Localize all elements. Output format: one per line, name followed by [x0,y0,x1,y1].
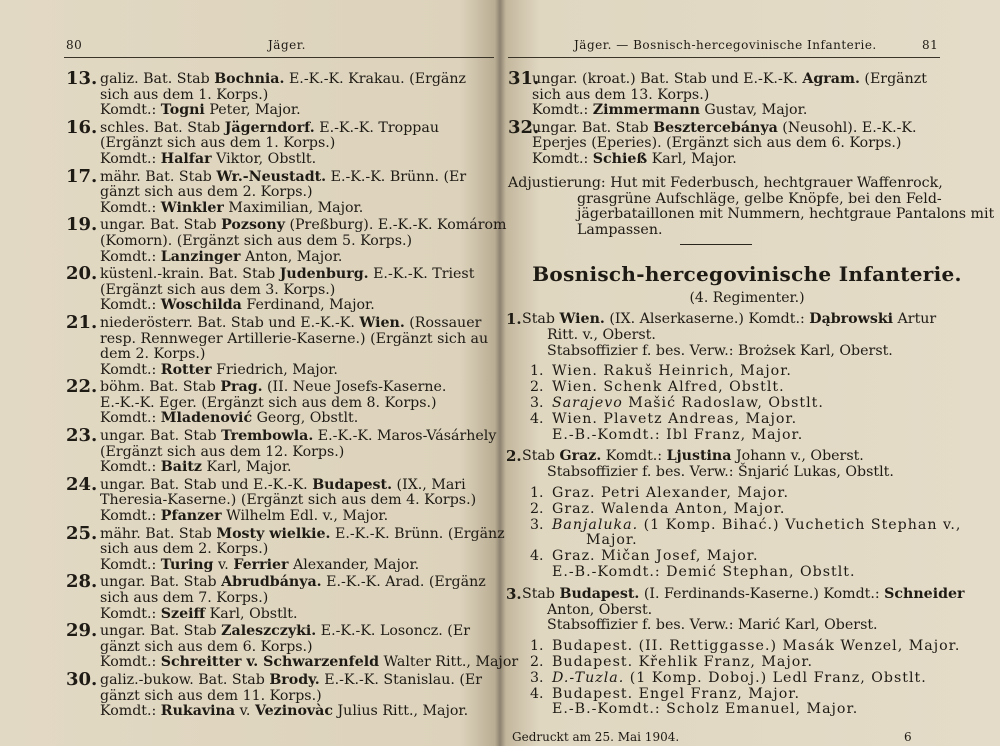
commander-text: v. [235,703,255,720]
battalion-number: 1. [530,363,544,380]
battalion-line [522,639,1000,655]
battalion-entry [0,311,498,378]
battalion-garrison: D.-Tuzla. [552,669,625,686]
entry-text: ungar. Bat. Stab [100,217,222,234]
entry-number: 21. [66,311,98,333]
commander-label: Komdt.: [100,508,161,525]
entry-line [100,316,498,332]
entry-line: sich aus dem 1. Korps.) [100,86,269,103]
battalion-text [542,517,961,533]
battalion-text: Major. [586,532,638,549]
entry-number: 23. [66,425,98,447]
entry-text: (II. Neue Josefs-Kaserne. [262,379,447,396]
regiment-garrison: Wien. [559,311,605,327]
battalion-entry [0,68,498,119]
battalion-text [542,501,785,517]
commander-label: Komdt.: [100,605,161,622]
commander-name: Halfar [160,150,212,167]
right-head-rule [508,57,940,58]
battalion-number: 4. [530,548,544,565]
entry-text: galiz.-bukow. Bat. Stab [100,671,270,688]
commander-name: Rotter [160,361,212,378]
left-page-number: 80 [66,38,83,52]
adjustierung-line: jägerbataillonen mit Nummern, hechtgraue Pantalons mit [577,206,995,223]
battalion-number: 1. [530,638,544,655]
right-running-head [502,38,1000,58]
commander-line [100,460,498,476]
entry-line [100,217,507,234]
commander-line [100,201,498,217]
garrison-name: Pozsony [221,217,285,234]
entry-line [100,72,498,88]
garrison-name: Abrudbánya. [221,574,322,591]
commander-text: Georg, Obstlt. [252,410,359,427]
commander-label: Komdt.: [100,199,161,216]
battalion-number: 2. [530,653,544,670]
ersatz-text: E.-B.-Komdt.: Scholz Emanuel, Major. [552,701,859,718]
battalion-garrison: Sarajevo [552,394,623,411]
entry-text: böhm. Bat. Stab [100,379,221,396]
battalion-entry [0,571,498,622]
commander-name: Mladenović [160,410,253,427]
battalion-entry [0,522,505,574]
commander-name: Szeiff [160,605,206,622]
commander-label: Komdt.: [100,459,161,476]
entry-line [100,624,498,640]
staff-officer-line: Stabsoffizier f. bes. Verw.: Šnjarić Lukas, Obstlt. [547,464,894,481]
battalion-number: 1. [530,484,544,501]
entry-line: sich aus dem 2. Korps.) [100,541,269,558]
regiment-text: Stab [522,585,560,602]
commander-text: Ferdinand, Major. [241,297,375,314]
garrison-name: Bochnia. [214,71,285,87]
battalion-line [522,655,1000,671]
entry-line: gänzt sich aus dem 2. Korps.) [100,184,313,201]
battalion-detail: Budapest. (II. Rettiggasse.) Masák Wenzel, Major. [552,638,961,655]
right-page-number: 81 [922,38,939,52]
entry-line: dem 2. Korps.) [100,346,206,363]
right-entries [502,68,1000,170]
battalion-detail: Budapest. Engel Franz, Major. [552,685,800,702]
commander-line [532,103,1000,119]
entry-text: ungar. Bat. Stab [100,428,222,445]
entry-number: 24. [66,473,98,495]
page-footer [502,730,1000,746]
right-page [502,0,1000,746]
regiment-entry [502,449,1000,580]
battalion-text [542,638,960,654]
entry-line [100,380,498,396]
battalion-line [522,380,1000,396]
entry-line: gänzt sich aus dem 11. Korps.) [100,687,322,704]
battalion-text [542,395,824,411]
garrison-name: Brody. [269,671,320,688]
regiment-number: 1. [506,310,522,328]
commander-name: Rukavina [160,703,236,720]
garrison-name: Besztercebánya [653,119,778,136]
battalion-line [522,533,1000,549]
entry-text: niederösterr. Bat. Stab und E.-K.-K. [100,314,360,331]
commander-name: Schieß [592,150,648,167]
regiment-text: Stab [522,448,560,465]
entry-text: ungar. (kroat.) Bat. Stab und E.-K.-K. [532,71,803,87]
battalion-entry [0,473,498,525]
entry-number: 17. [66,165,98,187]
entry-text: (Neusohl). E.-K.-K. [777,119,917,136]
entry-line: gänzt sich aus dem 6. Korps.) [100,638,313,655]
entry-line [100,121,498,137]
commander-line [100,152,498,168]
commander-text: Wilhelm Edl. v., Major. [221,508,389,525]
right-head-title: Jäger. — Bosnisch-hercegovinische Infanterie. [574,38,877,52]
left-entries [0,68,519,722]
entry-text: (Ergänzt [859,71,927,87]
regiment-text: (I. Ferdinands-Kaserne.) Komdt.: [639,585,885,602]
adjustierung-line: Lampassen. [577,221,663,238]
commander-text: Julius Ritt., Major. [332,703,469,720]
commander-name: Schreitter v. Schwarzenfeld [160,654,380,671]
battalion-entry [0,620,519,671]
battalion-line [522,518,1000,534]
entry-number: 32. [508,116,540,138]
battalion-text [542,548,759,564]
battalion-line [522,502,1000,518]
commander-name: Baitz [160,459,202,476]
commander-text: Karl, Obstlt. [205,605,298,622]
battalion-text [542,670,927,686]
entry-line: Theresia-Kaserne.) (Ergänzt sich aus dem 4. Korps.) [100,492,477,509]
entry-text: ungar. Bat. Stab und E.-K.-K. [100,476,313,493]
commander-line [100,411,498,427]
garrison-name: Wien. [359,314,405,331]
section-title: Bosnisch-hercegovinische Infanterie. [532,262,962,286]
entry-line [100,673,498,689]
staff-officer-line: Stabsoffizier f. bes. Verw.: Marić Karl, Oberst. [547,617,878,634]
regiment-text: Artur [893,311,937,327]
adjustierung-paragraph [502,176,994,238]
commander-text: Viktor, Obstlt. [211,150,317,167]
commander-line [100,250,498,266]
regiment-commander: Dąbrowski [809,311,894,327]
entry-line: (Ergänzt sich aus dem 12. Korps.) [100,443,345,460]
commander-label: Komdt.: [100,410,161,427]
battalion-entry [0,376,498,427]
ersatz-commander-line [522,428,1000,444]
garrison-name: Jägerndorf. [224,119,315,136]
battalion-detail: Wien. Rakuš Heinrich, Major. [552,363,792,380]
entry-line [100,478,498,494]
battalion-entry [0,214,507,265]
commander-name: Vezinovàc [254,703,333,720]
battalion-line [522,396,1000,412]
commander-text: Alexander, Major. [288,556,420,573]
entry-text: galiz. Bat. Stab [100,71,215,87]
ersatz-text: E.-B.-Komdt.: Demić Stephan, Obstlt. [552,563,856,580]
regiment-number: 3. [506,584,522,603]
entry-number: 28. [66,571,98,593]
commander-label: Komdt.: [100,703,161,720]
entry-text: E.-K.-K. Triest [368,266,475,283]
entry-line: Eperjes (Eperies). (Ergänzt sich aus dem 6. Korps.) [532,135,902,152]
commander-name: Winkler [160,199,224,216]
signature-mark: 6 [904,730,912,744]
entry-text: E.-K.-K. Troppau [314,119,439,136]
entry-line: (Komorn). (Ergänzt sich aus dem 5. Korps.) [100,232,413,249]
garrison-name: Prag. [220,379,263,396]
regiment-text: Stab [522,311,560,327]
commander-name: Turing [160,556,214,573]
battalion-line [522,412,1000,428]
battalion-detail: (1 Komp. Bihać.) Vuchetich Stephan v., [638,516,962,533]
commander-text: Walter Ritt., Major [379,654,519,671]
battalion-entry [502,116,1000,168]
entry-text: mähr. Bat. Stab [100,168,217,185]
section-separator [680,244,752,245]
battalion-line [522,671,1000,687]
garrison-name: Wr.-Neustadt. [216,168,327,185]
battalion-number: 4. [530,685,544,702]
entry-line [100,170,498,186]
battalion-detail: Mašić Radoslaw, Obstlt. [622,394,824,411]
entry-line [100,429,498,445]
entry-text: ungar. Bat. Stab [532,119,654,136]
entry-line [532,121,1000,137]
regiment-text: Komdt.: [601,448,667,465]
entry-text: (IX., Mari [392,476,466,493]
regiment-line: Ritt. v., Oberst. [547,326,656,343]
print-date: Gedruckt am 25. Mai 1904. [512,730,680,744]
regiment-commander: Schneider [884,585,965,602]
battalion-text [542,411,797,427]
entry-number: 22. [66,376,98,398]
entry-line [100,525,505,543]
battalion-entry [502,68,1000,119]
battalion-line [522,687,1000,703]
commander-text: Friedrich, Major. [211,361,338,378]
battalion-entry [0,668,498,720]
commander-line [100,298,498,314]
regiment-text: Johann v., Oberst. [731,448,864,465]
commander-label: Komdt.: [532,150,593,167]
battalion-detail: (1 Komp. Doboj.) Ledl Franz, Obstlt. [624,669,927,686]
entry-text: (Rossauer [404,314,482,331]
commander-name: Ferrier [233,556,289,573]
commander-line [100,607,498,623]
commander-name: Lanzinger [160,248,241,265]
entry-line: sich aus dem 7. Korps.) [100,590,269,606]
entry-line [100,267,498,283]
entry-line: E.-K.-K. Eger. (Ergänzt sich aus dem 8. Korps.) [100,394,437,411]
battalion-text [542,686,800,702]
regiment-list [502,312,1000,724]
commander-label: Komdt.: [100,248,161,265]
commander-label: Komdt.: [100,361,161,378]
left-head-rule [64,57,494,58]
commander-line [100,558,498,574]
entry-line [532,72,1000,88]
entry-text: schles. Bat. Stab [100,119,225,136]
entry-text: E.-K.-K. Arad. (Ergänz [321,574,486,591]
battalion-number: 3. [530,394,544,411]
battalion-entry [0,165,498,217]
battalion-number: 2. [530,379,544,396]
battalion-number: 3. [530,669,544,686]
left-running-head [0,38,498,58]
commander-line [100,654,519,671]
garrison-name: Trembowla. [221,428,314,445]
commander-line [100,509,498,525]
section-subtitle: (4. Regimenter.) [689,290,805,306]
regiment-entry [502,312,1000,443]
regiment-garrison: Graz. [559,448,602,465]
entry-text: ungar. Bat. Stab [100,574,222,591]
garrison-name: Judenburg. [279,266,369,283]
commander-label: Komdt.: [532,102,593,119]
regiment-number: 2. [506,447,522,466]
battalion-detail: Wien. Plavetz Andreas, Major. [552,410,798,427]
entry-text: E.-K.-K. Losoncz. (Er [316,623,470,640]
battalion-text [542,654,813,670]
battalion-line [522,364,1000,380]
battalion-number: 4. [530,410,544,427]
commander-line [100,103,498,119]
regiment-entry [502,584,1000,718]
battalion-detail: Wien. Schenk Alfred, Obstlt. [552,379,785,396]
entry-number: 25. [66,522,98,544]
entry-text: E.-K.-K. Brünn. (Er [326,168,467,185]
ersatz-commander-line [522,565,1000,581]
garrison-name: Zaleszczyki. [221,623,317,640]
entry-text: mähr. Bat. Stab [100,525,217,542]
garrison-name: Budapest. [312,476,393,493]
entry-number: 13. [66,68,98,89]
entry-number: 20. [66,263,98,285]
commander-text: Karl, Major. [647,150,737,167]
battalion-text [542,363,792,379]
entry-number: 29. [66,620,98,642]
entry-number: 30. [66,668,98,690]
commander-line [532,152,1000,168]
battalion-number: 2. [530,500,544,517]
battalion-number: 3. [530,516,544,533]
battalion-detail: Graz. Mičan Josef, Major. [552,548,759,565]
entry-number: 16. [66,116,98,138]
commander-label: Komdt.: [100,150,161,167]
entry-text: (Preßburg). E.-K.-K. Komárom [284,217,507,234]
entry-text: E.-K.-K. Stanislau. (Er [319,671,483,688]
battalion-detail: Budapest. Křehlik Franz, Major. [552,653,814,670]
commander-label: Komdt.: [100,654,161,671]
commander-name: Pfanzer [160,508,222,525]
battalion-detail: Graz. Walenda Anton, Major. [552,500,786,517]
commander-text: Karl, Major. [201,459,292,476]
adjustierung-line: grasgrüne Aufschläge, gelbe Knöpfe, bei den Feld- [577,190,942,207]
entry-line: (Ergänzt sich aus dem 3. Korps.) [100,281,336,298]
commander-name: Togni [160,102,205,119]
regiment-line [522,449,1000,465]
entry-text: E.-K.-K. Brünn. (Ergänz [330,525,505,542]
commander-label: Komdt.: [100,297,161,314]
entry-text: ungar. Bat. Stab [100,623,222,640]
regiment-line [522,587,1000,603]
garrison-name: Mosty wielkie. [216,525,331,542]
commander-text: v. [213,556,234,573]
commander-text: Gustav, Major. [699,102,808,119]
entry-line: resp. Rennweger Artillerie-Kaserne.) (Ergänzt sich au [100,330,489,347]
commander-name: Woschilda [160,297,242,314]
entry-text: küstenl.-krain. Bat. Stab [100,266,280,283]
entry-line: (Ergänzt sich aus dem 1. Korps.) [100,135,336,152]
battalion-line [522,549,1000,565]
entry-text: E.-K.-K. Krakau. (Ergänz [284,71,467,87]
adjustierung-line: Adjustierung: Hut mit Federbusch, hechtgrauer Waffenrock, [508,175,943,191]
commander-text: Anton, Major. [240,248,343,265]
entry-number: 19. [66,214,98,236]
staff-officer-line: Stabsoffizier f. bes. Verw.: Brożsek Karl, Oberst. [547,342,893,359]
regiment-text: (IX. Alserkaserne.) Komdt.: [604,311,810,327]
entry-line [100,575,498,591]
battalion-text [542,379,785,395]
commander-line [100,363,498,379]
entry-line: sich aus dem 13. Korps.) [532,86,710,103]
battalion-text [542,485,789,501]
regiment-commander: Ljustina [666,448,732,465]
commander-text: Peter, Major. [204,102,301,119]
battalion-entry [0,116,498,168]
entry-text: E.-K.-K. Maros-Vásárhely [313,428,497,445]
left-head-title: Jäger. [268,38,306,52]
battalion-garrison: Banjaluka. [552,516,639,533]
regiment-line: Anton, Oberst. [547,601,653,618]
battalion-detail: Graz. Petri Alexander, Major. [552,484,790,501]
commander-line [100,704,498,720]
garrison-name: Agram. [802,71,860,87]
regiment-line [522,312,1000,328]
entry-number: 31. [508,68,540,89]
regiment-garrison: Budapest. [559,585,640,602]
ersatz-text: E.-B.-Komdt.: Ibl Franz, Major. [552,426,804,443]
commander-label: Komdt.: [100,102,161,119]
battalion-entry [0,425,498,476]
battalion-entry [0,263,498,314]
battalion-line [522,486,1000,502]
ersatz-commander-line [522,702,1000,718]
commander-text: Maximilian, Major. [223,199,364,216]
commander-name: Zimmermann [592,102,700,119]
commander-label: Komdt.: [100,556,161,573]
